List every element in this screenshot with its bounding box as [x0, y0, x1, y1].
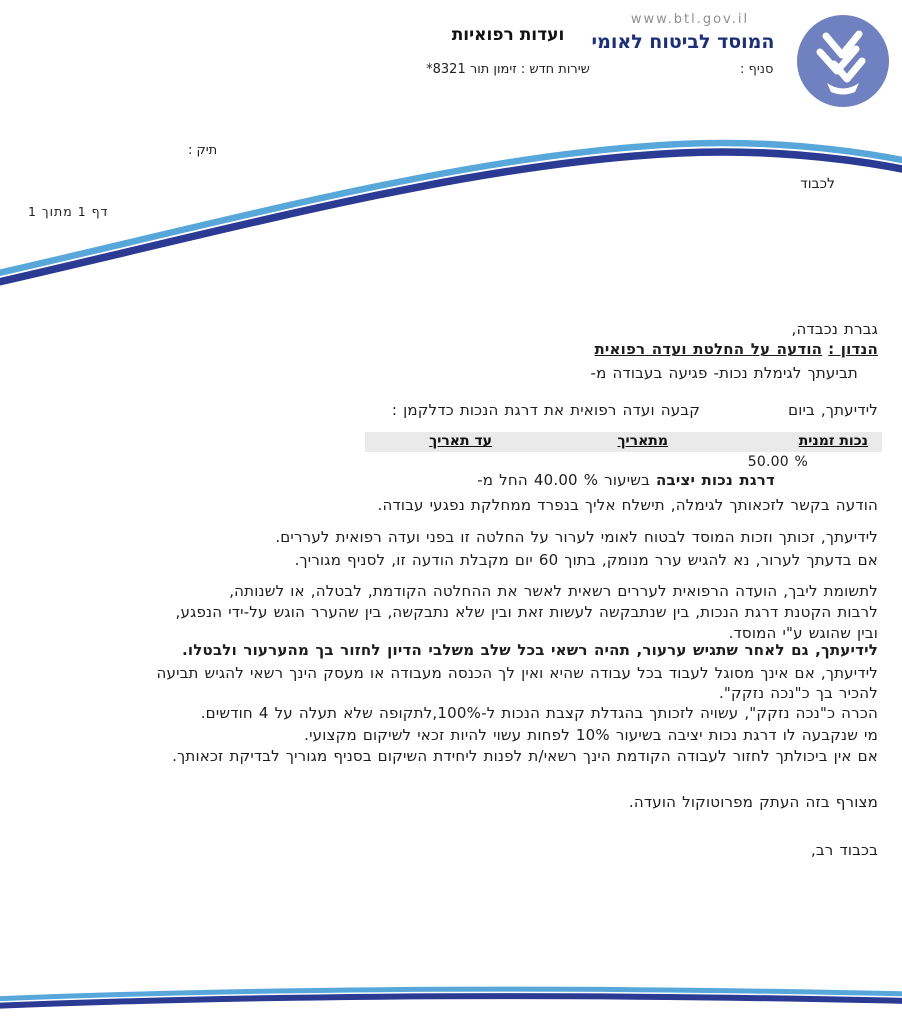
needy-line-3: הכרה כ"נכה נזקק", עשויה לזכותך בהגדלת קצבת הנכות ל-100%,לתקופה שלא תעלה על 4 חודשים.: [200, 704, 878, 722]
decision-right: לידיעתך, ביום: [788, 401, 878, 419]
top-swoosh-icon: [0, 143, 902, 284]
table-header-from-date: מתאריך: [617, 433, 668, 449]
paragraph-rehab: [172, 725, 878, 767]
attachment-line: מצורף בזה העתק מפרוטוקול הועדה.: [628, 793, 878, 811]
paragraph-notice: הודעה בקשר לזכאותך לגימלה, תישלח אליך בנפרד ממחלקת נפגעי עבודה.: [377, 496, 878, 514]
subject-line: [594, 340, 878, 358]
table-header-to-date: עד תאריך: [429, 433, 492, 449]
subject-text: הודעה על החלטת ועדה רפואית: [594, 340, 823, 358]
decision-left: קבעה ועדה רפואית את דרגת הנכות כדלקמן :: [391, 401, 701, 419]
org-name: המוסד לביטוח לאומי: [591, 31, 775, 53]
needy-line-2: להכיר בך כ"נכה נזקק".: [718, 684, 878, 702]
attention-line-1: לתשומת ליבך, הועדה הרפואית לעררים רשאית לאשר את ההחלטה הקודמת, לבטלה, או לשנותה,: [229, 582, 878, 600]
branch-label: סניף :: [740, 62, 774, 77]
closing: בכבוד רב,: [810, 841, 878, 859]
appeal-line-1: לידיעתך, זכותך וזכות המוסד לבטוח לאומי לערור על החלטה זו בפני ועדה רפואית לעררים.: [275, 528, 878, 546]
dept-title: ועדות רפואיות: [451, 25, 565, 45]
paragraph-attention: [176, 581, 878, 644]
appeal-line-2: אם בדעתך לערור, נא להגיש ערר מנומק, בתוך 60 יום מקבלת הודעה זו, לסניף מגוריך.: [294, 551, 878, 569]
table-header-temporary: נכות זמנית: [798, 433, 868, 449]
paragraph-appeal: [275, 526, 878, 572]
attention-line-3: ובין שהוגש ע"י המוסד.: [728, 624, 878, 642]
page-indicator: דף 1 מתוך 1: [28, 204, 109, 219]
service-line: שירות חדש : זימון תור 8321*: [426, 62, 590, 77]
salutation: גברת נכבדה,: [791, 320, 878, 338]
decision-line: [392, 401, 878, 419]
bottom-swoosh-icon: [0, 989, 902, 1006]
claim-line: תביעתך לגימלת נכות- פגיעה בעבודה מ-: [590, 364, 858, 382]
stable-bold: דרגת נכות יציבה: [655, 471, 775, 489]
subject-label: הנדון :: [828, 340, 878, 358]
stable-value: 40.00 %: [533, 471, 599, 489]
stable-mid: בשיעור: [604, 471, 651, 489]
paragraph-needy: [157, 663, 879, 723]
temporary-disability-value: 50.00 %: [747, 454, 808, 470]
website-url: www.btl.gov.il: [630, 12, 750, 27]
needy-line-1: לידיעתך, אם אינך מסוגל לעבוד בכל עבודה שהיא ואין לך הכנסה מעבודה או מעסק הינך רשאי להגיש תביעה: [156, 664, 878, 682]
rehab-line-2: אם אין ביכולתך לחזור לעבודה הקודמת הינך רשאי/ת לפנות ליחידת השיקום בסניף מגוריך לבדיקת זכאותך.: [172, 747, 878, 765]
addressee-label: לכבוד: [800, 176, 835, 192]
stable-disability-line: [477, 471, 775, 489]
btl-logo-icon: [797, 15, 889, 107]
file-label: תיק :: [188, 143, 218, 158]
disability-table-header: [365, 432, 882, 452]
stable-tail: החל מ-: [477, 471, 528, 489]
rehab-line-1: מי שנקבעה לו דרגת נכות יציבה בשיעור 10% לפחות עשוי להיות זכאי לשיקום מקצועי.: [304, 726, 878, 744]
attention-line-2: לרבות הקטנת דרגת הנכות, בין שנתבקשה לעשות זאת ובין שלא נתבקשה, בין שהערר הוגש על-ידי הנפגע,: [175, 603, 878, 621]
paragraph-attention-bold: לידיעתך, גם לאחר שתגיש ערעור, תהיה רשאי בכל שלב משלבי הדיון לחזור בך מהערעור ולבטלו.: [182, 641, 878, 659]
